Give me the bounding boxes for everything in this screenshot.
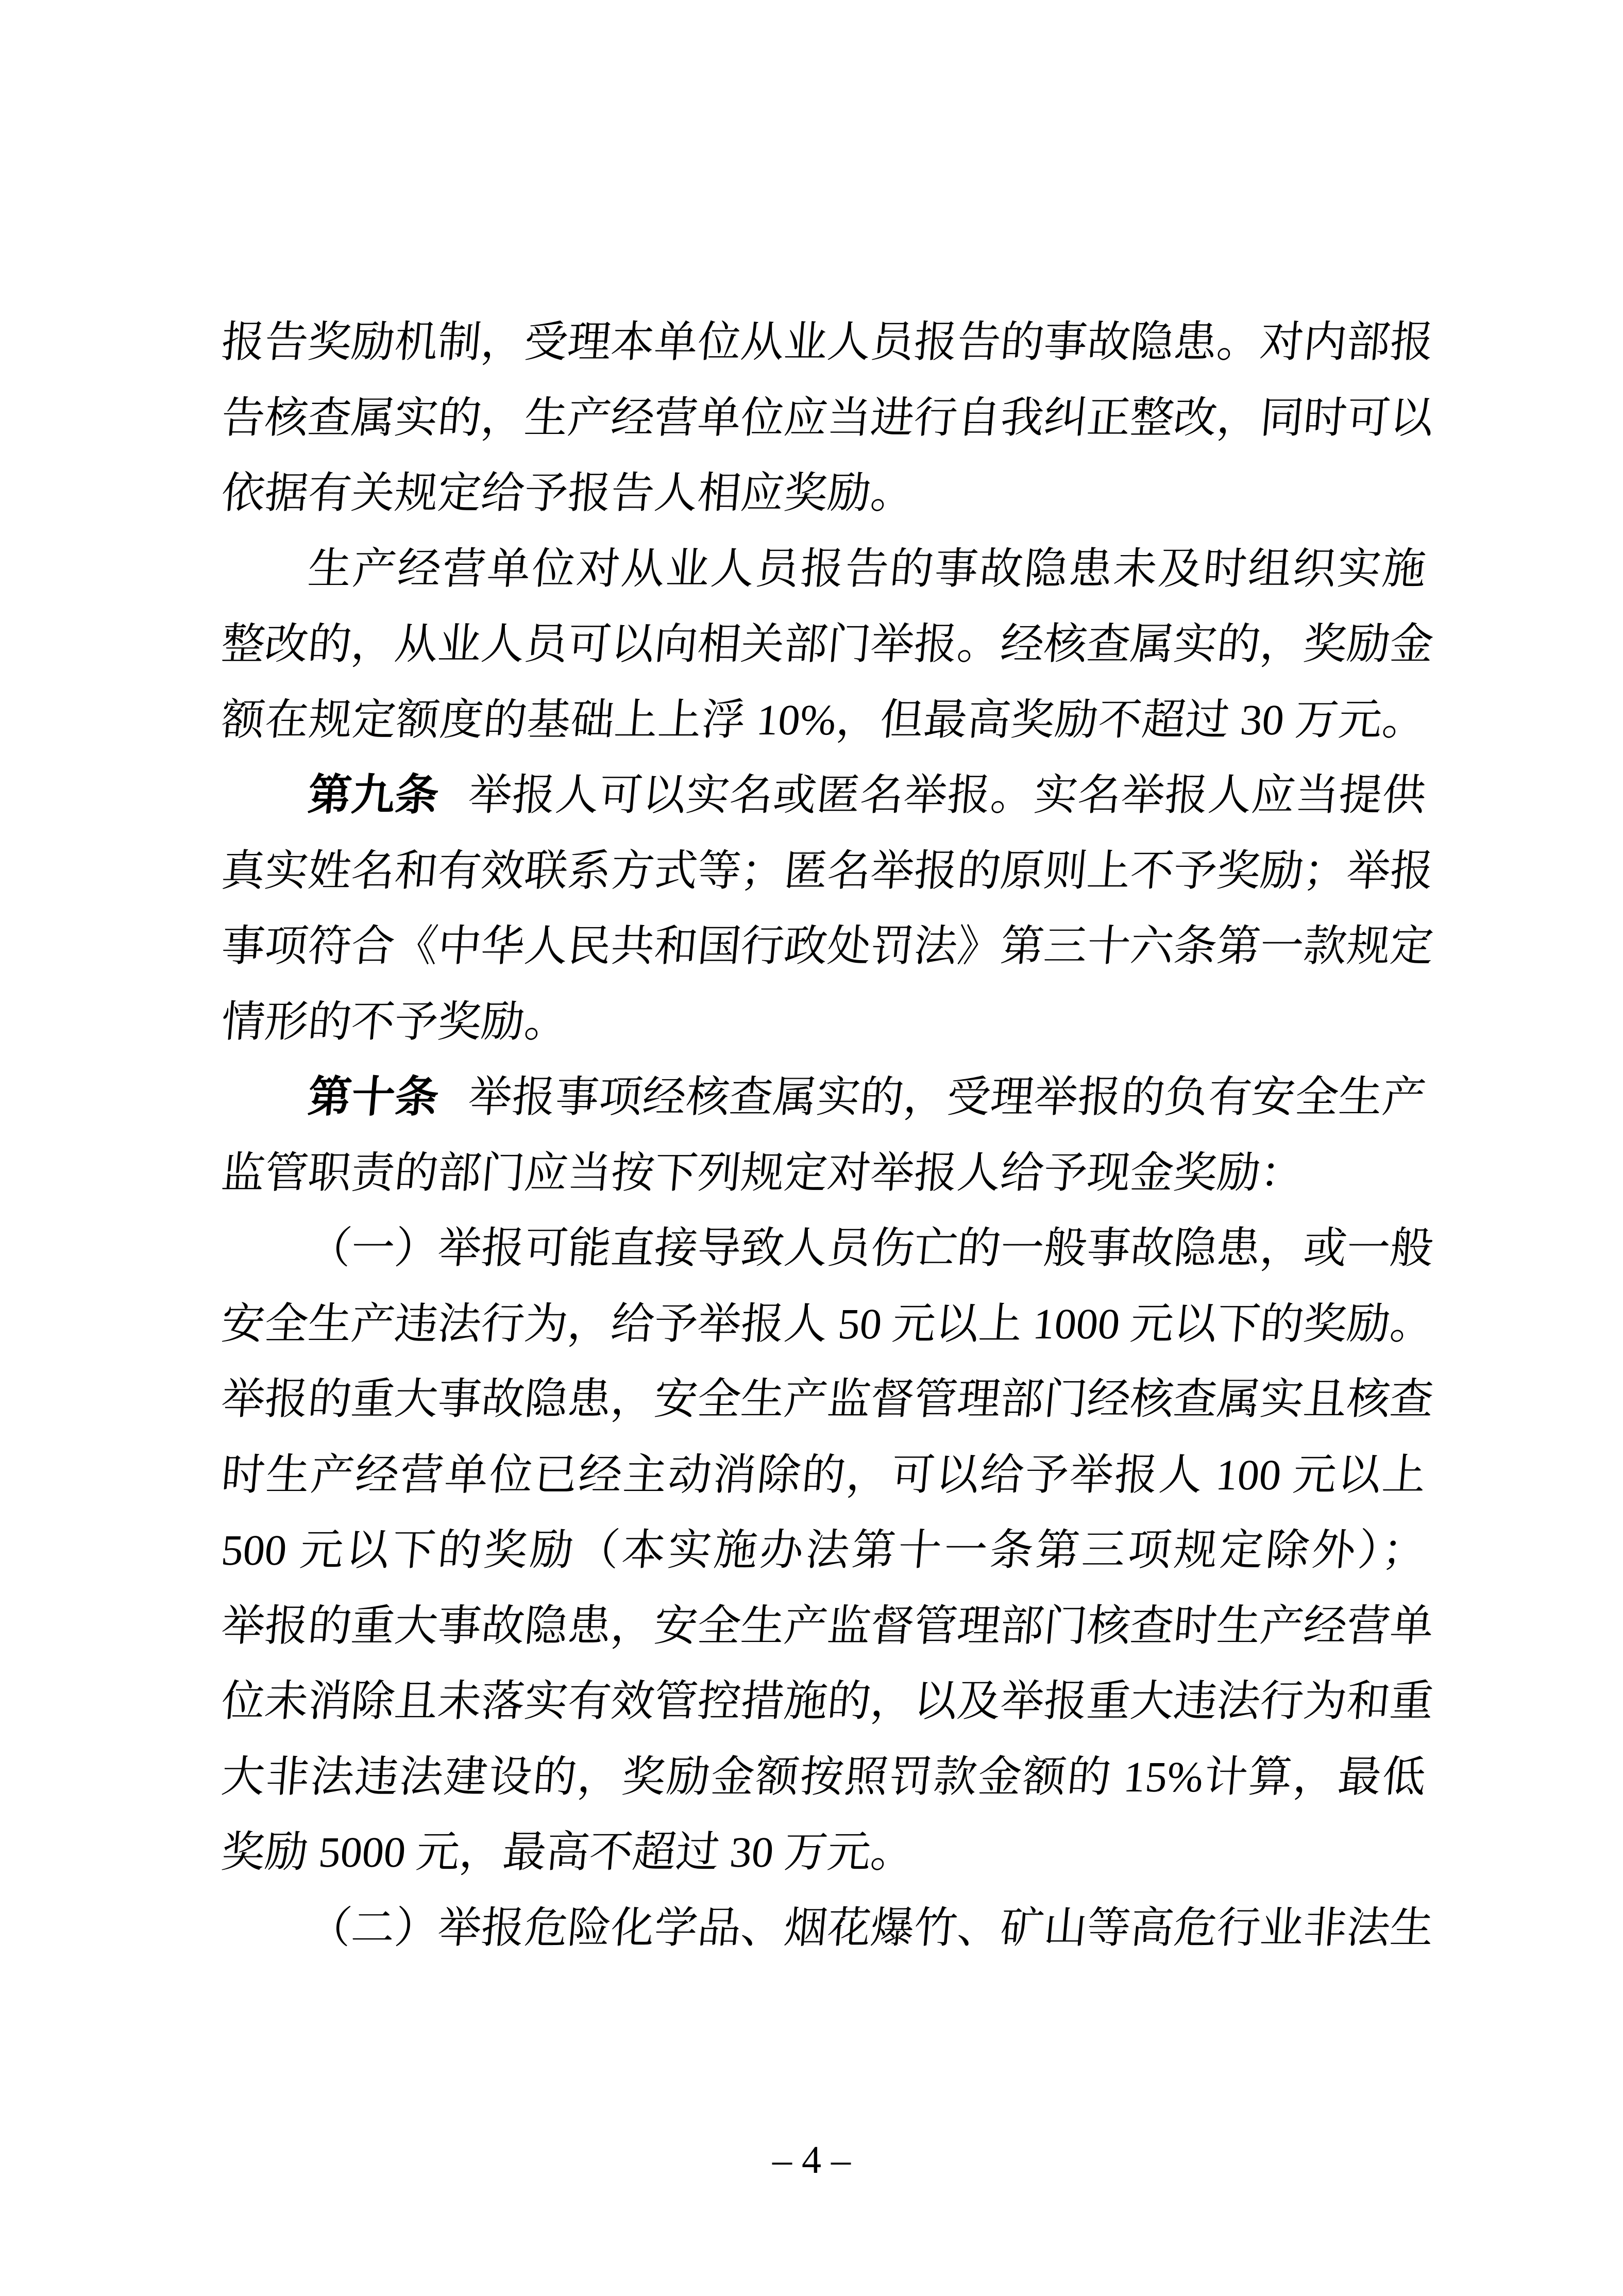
text-line: 500 元以下的奖励（本实施办法第十一条第三项规定除外）； [219,1527,1428,1574]
article-number: 第十条 [306,1074,441,1121]
text-line: 位未消除且未落实有效管控措施的，以及举报重大违法行为和重 [219,1678,1436,1725]
article-number: 第九条 [306,772,441,819]
text-line: 额在规定额度的基础上上浮 10%，但最高奖励不超过 30 万元。 [219,696,1428,744]
text-line: 报告奖励机制，受理本单位从业人员报告的事故隐患。对内部报 [219,319,1436,366]
text-line: 情形的不予奖励。 [219,998,570,1046]
text-line: 生产经营单位对从业人员报告的事故隐患未及时组织实施 [306,545,1428,593]
text-line: 奖励 5000 元，最高不超过 30 万元。 [219,1829,917,1876]
text-line: 时生产经营单位已经主动消除的，可以给予举报人 100 元以上 [219,1451,1428,1499]
text-line-article-9 [218,758,1429,834]
text-line: 告核查属实的，生产经营单位应当进行自我纠正整改，同时可以 [219,394,1436,442]
text-line: 依据有关规定给予报告人相应奖励。 [219,470,917,517]
document-body-text [219,305,1436,1966]
text-line-item-1: （一）举报可能直接导致人员伤亡的一般事故隐患，或一般 [306,1225,1436,1272]
text-line: 整改的，从业人员可以向相关部门举报。经核查属实的，奖励金 [219,621,1436,668]
text-line: 举报的重大事故隐患，安全生产监督管理部门核查时生产经营单 [219,1602,1436,1650]
text-line-article-10 [218,1060,1429,1136]
text-line: 大非法违法建设的，奖励金额按照罚款金额的 15%计算，最低 [219,1753,1428,1801]
text-line: 真实姓名和有效联系方式等；匿名举报的原则上不予奖励；举报 [219,847,1436,895]
text-line: 监管职责的部门应当按下列规定对举报人给予现金奖励： [219,1149,1306,1197]
text-line: 安全生产违法行为，给予举报人 50 元以上 1000 元以下的奖励。 [219,1300,1436,1348]
article-text: 举报人可以实名或匿名举报。实名举报人应当提供 [466,772,1428,819]
text-line: 举报的重大事故隐患，安全生产监督管理部门经核查属实且核查 [219,1376,1436,1423]
page-number: – 4 – [772,2138,851,2182]
article-text: 举报事项经核查属实的，受理举报的负有安全生产 [466,1074,1428,1121]
text-line: 事项符合《中华人民共和国行政处罚法》第三十六条第一款规定 [219,923,1436,970]
text-line-item-2: （二）举报危险化学品、烟花爆竹、矿山等高危行业非法生 [306,1904,1436,1952]
